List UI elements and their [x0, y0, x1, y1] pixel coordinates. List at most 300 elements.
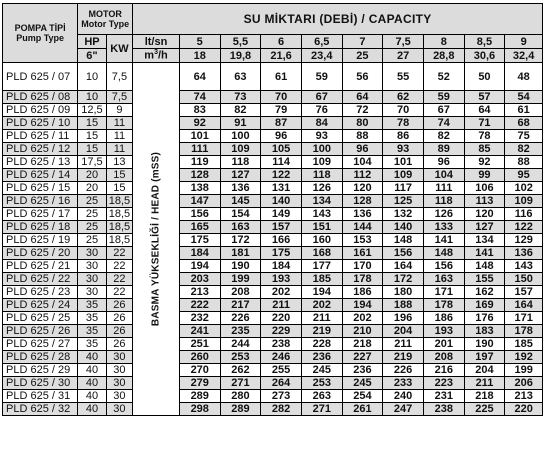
- head-value-cell: 140: [383, 221, 424, 234]
- head-value-cell: 164: [505, 299, 543, 312]
- m3h-value: 32,4: [505, 49, 543, 63]
- head-value-cell: 196: [383, 312, 424, 325]
- head-value-cell: 270: [179, 364, 220, 377]
- head-value-cell: 241: [179, 325, 220, 338]
- table-row: [3, 286, 543, 299]
- head-value-cell: 184: [179, 247, 220, 260]
- head-value-cell: 93: [383, 143, 424, 156]
- head-value-cell: 112: [342, 169, 383, 182]
- head-value-cell: 126: [301, 182, 342, 195]
- head-value-cell: 88: [505, 156, 543, 169]
- head-value-cell: 155: [464, 273, 505, 286]
- table-row: [3, 364, 543, 377]
- head-value-cell: 165: [179, 221, 220, 234]
- head-value-cell: 71: [464, 117, 505, 130]
- head-value-cell: 180: [383, 286, 424, 299]
- table-row: [3, 351, 543, 364]
- kw-cell: 22: [106, 286, 132, 299]
- motor-header: [78, 4, 133, 35]
- head-value-cell: 126: [423, 208, 464, 221]
- pump-type-cell: PLD 625 / 12: [3, 143, 78, 156]
- hp-cell: 40: [78, 351, 106, 364]
- head-value-cell: 245: [342, 377, 383, 390]
- pump-type-cell: PLD 625 / 08: [3, 91, 78, 104]
- head-value-cell: 157: [505, 286, 543, 299]
- head-value-cell: 144: [342, 221, 383, 234]
- hp-cell: 20: [78, 182, 106, 195]
- head-value-cell: 78: [383, 117, 424, 130]
- head-value-cell: 93: [301, 130, 342, 143]
- head-value-cell: 109: [505, 195, 543, 208]
- hp-cell: 12,5: [78, 104, 106, 117]
- head-value-cell: 162: [464, 286, 505, 299]
- head-value-cell: 178: [342, 273, 383, 286]
- head-value-cell: 175: [261, 247, 302, 260]
- pump-type-cell: PLD 625 / 11: [3, 130, 78, 143]
- head-value-cell: 204: [464, 364, 505, 377]
- head-value-cell: 170: [342, 260, 383, 273]
- head-value-cell: 136: [342, 208, 383, 221]
- table-row: [3, 325, 543, 338]
- pump-type-cell: PLD 625 / 19: [3, 234, 78, 247]
- head-value-cell: 186: [342, 286, 383, 299]
- head-value-cell: 148: [383, 234, 424, 247]
- head-value-cell: 190: [220, 260, 261, 273]
- head-value-cell: 136: [220, 182, 261, 195]
- pump-type-cell: PLD 625 / 14: [3, 169, 78, 182]
- hp-cell: 15: [78, 130, 106, 143]
- capacity-title: SU MİKTARI (DEBİ) / CAPACITY: [133, 4, 543, 35]
- head-value-cell: 178: [423, 299, 464, 312]
- hp-cell: 17,5: [78, 156, 106, 169]
- pump-type-cell: PLD 625 / 16: [3, 195, 78, 208]
- m3h-value: 27: [383, 49, 424, 63]
- head-value-cell: 194: [342, 299, 383, 312]
- table-row: [3, 182, 543, 195]
- head-value-cell: 118: [220, 156, 261, 169]
- head-value-cell: 104: [342, 156, 383, 169]
- head-value-cell: 92: [179, 117, 220, 130]
- head-value-cell: 96: [342, 143, 383, 156]
- head-value-cell: 172: [220, 234, 261, 247]
- head-value-cell: 88: [342, 130, 383, 143]
- hp-cell: 35: [78, 312, 106, 325]
- table-row: [3, 169, 543, 182]
- hp-cell: 30: [78, 260, 106, 273]
- head-value-cell: 208: [220, 286, 261, 299]
- head-value-cell: 91: [220, 117, 261, 130]
- head-value-cell: 172: [383, 273, 424, 286]
- head-value-cell: 102: [505, 182, 543, 195]
- head-value-cell: 113: [464, 195, 505, 208]
- head-value-cell: 271: [301, 403, 342, 416]
- head-value-cell: 203: [179, 273, 220, 286]
- pump-type-label-tr: POMPA TİPİ: [14, 23, 66, 33]
- head-value-cell: 147: [179, 195, 220, 208]
- head-value-cell: 217: [220, 299, 261, 312]
- pump-type-cell: PLD 625 / 27: [3, 338, 78, 351]
- kw-cell: 18,5: [106, 234, 132, 247]
- head-value-cell: 99: [464, 169, 505, 182]
- hp-cell: 35: [78, 299, 106, 312]
- pump-type-cell: PLD 625 / 23: [3, 286, 78, 299]
- head-value-cell: 171: [423, 286, 464, 299]
- head-value-cell: 251: [179, 338, 220, 351]
- table-row: [3, 247, 543, 260]
- table-row: [3, 104, 543, 117]
- pump-type-cell: PLD 625 / 17: [3, 208, 78, 221]
- head-value-cell: 260: [179, 351, 220, 364]
- table-row: [3, 143, 543, 156]
- table-row: [3, 234, 543, 247]
- head-value-cell: 59: [301, 63, 342, 91]
- pump-type-header: [3, 4, 78, 63]
- head-value-cell: 169: [464, 299, 505, 312]
- head-value-cell: 185: [505, 338, 543, 351]
- lts-value: 7: [342, 35, 383, 49]
- head-value-cell: 202: [301, 299, 342, 312]
- hp-cell: 30: [78, 247, 106, 260]
- head-value-cell: 118: [423, 195, 464, 208]
- hp-cell: 10: [78, 91, 106, 104]
- head-value-cell: 122: [505, 221, 543, 234]
- head-value-cell: 204: [383, 325, 424, 338]
- hp-cell: 30: [78, 286, 106, 299]
- table-row: [3, 299, 543, 312]
- head-value-cell: 133: [423, 221, 464, 234]
- head-value-cell: 105: [261, 143, 302, 156]
- head-value-cell: 120: [342, 182, 383, 195]
- head-value-cell: 226: [383, 364, 424, 377]
- pump-type-cell: PLD 625 / 24: [3, 299, 78, 312]
- pump-type-cell: PLD 625 / 13: [3, 156, 78, 169]
- head-value-cell: 164: [383, 260, 424, 273]
- head-value-cell: 95: [505, 169, 543, 182]
- performance-table-container: [2, 3, 543, 416]
- head-value-cell: 279: [179, 377, 220, 390]
- head-value-cell: 48: [505, 63, 543, 91]
- head-value-cell: 101: [179, 130, 220, 143]
- head-value-cell: 145: [220, 195, 261, 208]
- table-row: [3, 117, 543, 130]
- head-value-cell: 76: [301, 104, 342, 117]
- head-value-cell: 109: [301, 156, 342, 169]
- head-value-cell: 289: [220, 403, 261, 416]
- head-value-cell: 282: [261, 403, 302, 416]
- head-value-cell: 106: [464, 182, 505, 195]
- head-value-cell: 199: [220, 273, 261, 286]
- head-value-cell: 74: [423, 117, 464, 130]
- head-value-cell: 201: [423, 338, 464, 351]
- m3h-unit-sup: 3: [154, 49, 158, 57]
- head-value-cell: 240: [383, 390, 424, 403]
- head-value-cell: 264: [261, 377, 302, 390]
- head-value-cell: 168: [301, 247, 342, 260]
- head-value-cell: 74: [179, 91, 220, 104]
- head-value-cell: 111: [179, 143, 220, 156]
- head-value-cell: 176: [464, 312, 505, 325]
- head-value-cell: 128: [179, 169, 220, 182]
- head-value-cell: 262: [220, 364, 261, 377]
- pump-type-cell: PLD 625 / 29: [3, 364, 78, 377]
- m3h-value: 21,6: [261, 49, 302, 63]
- head-value-cell: 50: [464, 63, 505, 91]
- head-value-cell: 129: [505, 234, 543, 247]
- kw-cell: 26: [106, 338, 132, 351]
- head-value-cell: 193: [261, 273, 302, 286]
- hp-cell: 25: [78, 234, 106, 247]
- head-value-cell: 73: [220, 91, 261, 104]
- head-value-cell: 68: [505, 117, 543, 130]
- head-value-cell: 211: [301, 312, 342, 325]
- head-value-cell: 92: [464, 156, 505, 169]
- table-row: [3, 221, 543, 234]
- head-value-cell: 136: [505, 247, 543, 260]
- head-value-cell: 177: [301, 260, 342, 273]
- kw-cell: 26: [106, 325, 132, 338]
- pump-type-cell: PLD 625 / 21: [3, 260, 78, 273]
- hp-cell: 25: [78, 221, 106, 234]
- head-value-cell: 134: [301, 195, 342, 208]
- head-value-cell: 127: [464, 221, 505, 234]
- head-value-cell: 178: [505, 325, 543, 338]
- head-value-cell: 61: [261, 63, 302, 91]
- hp-cell: 40: [78, 390, 106, 403]
- head-value-cell: 138: [179, 182, 220, 195]
- head-value-cell: 118: [301, 169, 342, 182]
- head-value-cell: 101: [383, 156, 424, 169]
- kw-cell: 30: [106, 377, 132, 390]
- head-value-cell: 125: [383, 195, 424, 208]
- head-value-cell: 82: [220, 104, 261, 117]
- head-value-cell: 67: [301, 91, 342, 104]
- head-value-cell: 244: [220, 338, 261, 351]
- pump-type-cell: PLD 625 / 22: [3, 273, 78, 286]
- pump-type-cell: PLD 625 / 28: [3, 351, 78, 364]
- head-value-cell: 202: [342, 312, 383, 325]
- pump-type-cell: PLD 625 / 31: [3, 390, 78, 403]
- head-value-cell: 63: [220, 63, 261, 91]
- head-value-cell: 199: [505, 364, 543, 377]
- head-value-cell: 271: [220, 377, 261, 390]
- head-value-cell: 109: [383, 169, 424, 182]
- head-value-cell: 156: [179, 208, 220, 221]
- pump-type-cell: PLD 625 / 10: [3, 117, 78, 130]
- table-row: [3, 156, 543, 169]
- head-value-cell: 235: [220, 325, 261, 338]
- head-value-cell: 143: [301, 208, 342, 221]
- head-value-cell: 62: [383, 91, 424, 104]
- head-value-cell: 213: [179, 286, 220, 299]
- table-row: [3, 338, 543, 351]
- head-value-cell: 183: [464, 325, 505, 338]
- hp-cell: 40: [78, 403, 106, 416]
- head-value-cell: 238: [423, 403, 464, 416]
- hp-cell: 40: [78, 364, 106, 377]
- head-value-cell: 70: [261, 91, 302, 104]
- kw-header: KW: [106, 35, 132, 63]
- pump-type-cell: PLD 625 / 18: [3, 221, 78, 234]
- table-row: [3, 390, 543, 403]
- head-value-cell: 254: [342, 390, 383, 403]
- head-value-cell: 273: [261, 390, 302, 403]
- kw-cell: 7,5: [106, 91, 132, 104]
- head-value-cell: 175: [179, 234, 220, 247]
- motor-label-en: Motor Type: [81, 19, 130, 29]
- head-axis-label-cell: [133, 63, 180, 416]
- head-value-cell: 236: [301, 351, 342, 364]
- motor-label-tr: MOTOR: [88, 9, 122, 19]
- head-value-cell: 190: [464, 338, 505, 351]
- hp-cell: 25: [78, 208, 106, 221]
- hp-cell: 15: [78, 117, 106, 130]
- m3h-unit-base: m: [144, 49, 155, 62]
- head-value-cell: 59: [423, 91, 464, 104]
- head-value-cell: 143: [505, 260, 543, 273]
- table-row: [3, 403, 543, 416]
- hp-cell: 35: [78, 325, 106, 338]
- kw-cell: 30: [106, 403, 132, 416]
- pump-type-cell: PLD 625 / 07: [3, 63, 78, 91]
- kw-cell: 22: [106, 273, 132, 286]
- head-value-cell: 181: [220, 247, 261, 260]
- head-value-cell: 184: [261, 260, 302, 273]
- m3h-value: 30,6: [464, 49, 505, 63]
- head-value-cell: 233: [383, 377, 424, 390]
- head-value-cell: 116: [505, 208, 543, 221]
- kw-cell: 22: [106, 260, 132, 273]
- table-row: [3, 260, 543, 273]
- kw-cell: 13: [106, 156, 132, 169]
- kw-cell: 15: [106, 169, 132, 182]
- head-value-cell: 219: [301, 325, 342, 338]
- head-value-cell: 160: [301, 234, 342, 247]
- head-value-cell: 104: [423, 169, 464, 182]
- head-value-cell: 148: [464, 260, 505, 273]
- head-value-cell: 218: [464, 390, 505, 403]
- head-value-cell: 131: [261, 182, 302, 195]
- head-value-cell: 194: [301, 286, 342, 299]
- head-value-cell: 100: [301, 143, 342, 156]
- head-value-cell: 229: [261, 325, 302, 338]
- kw-cell: 30: [106, 351, 132, 364]
- kw-cell: 30: [106, 364, 132, 377]
- head-value-cell: 194: [179, 260, 220, 273]
- head-value-cell: 117: [383, 182, 424, 195]
- head-value-cell: 223: [423, 377, 464, 390]
- head-value-cell: 100: [220, 130, 261, 143]
- kw-cell: 22: [106, 247, 132, 260]
- head-value-cell: 157: [261, 221, 302, 234]
- head-value-cell: 247: [383, 403, 424, 416]
- head-value-cell: 70: [383, 104, 424, 117]
- head-value-cell: 219: [383, 351, 424, 364]
- kw-cell: 11: [106, 130, 132, 143]
- kw-cell: 18,5: [106, 208, 132, 221]
- head-value-cell: 156: [423, 260, 464, 273]
- head-value-cell: 220: [505, 403, 543, 416]
- head-value-cell: 148: [423, 247, 464, 260]
- head-value-cell: 57: [464, 91, 505, 104]
- lts-value: 7,5: [383, 35, 424, 49]
- head-value-cell: 211: [261, 299, 302, 312]
- m3h-value: 19,8: [220, 49, 261, 63]
- head-value-cell: 222: [179, 299, 220, 312]
- head-value-cell: 83: [179, 104, 220, 117]
- hp-cell: 20: [78, 169, 106, 182]
- kw-cell: 18,5: [106, 221, 132, 234]
- hp-cell: 35: [78, 338, 106, 351]
- m3h-unit-tail: /h: [157, 49, 168, 62]
- head-value-cell: 236: [342, 364, 383, 377]
- head-value-cell: 261: [342, 403, 383, 416]
- head-value-cell: 298: [179, 403, 220, 416]
- head-value-cell: 211: [383, 338, 424, 351]
- pump-type-label-en: Pump Type: [16, 33, 65, 43]
- head-value-cell: 255: [261, 364, 302, 377]
- head-value-cell: 232: [179, 312, 220, 325]
- head-value-cell: 87: [261, 117, 302, 130]
- head-value-cell: 119: [179, 156, 220, 169]
- head-value-cell: 166: [261, 234, 302, 247]
- head-value-cell: 228: [301, 338, 342, 351]
- head-value-cell: 208: [423, 351, 464, 364]
- lts-value: 8: [423, 35, 464, 49]
- table-body: [3, 63, 543, 416]
- m3h-value: 18: [179, 49, 220, 63]
- head-value-cell: 245: [301, 364, 342, 377]
- head-value-cell: 55: [383, 63, 424, 91]
- head-value-cell: 132: [383, 208, 424, 221]
- pump-type-cell: PLD 625 / 30: [3, 377, 78, 390]
- head-value-cell: 85: [464, 143, 505, 156]
- table-row: [3, 208, 543, 221]
- head-value-cell: 213: [505, 390, 543, 403]
- lts-value: 6: [261, 35, 302, 49]
- head-value-cell: 80: [342, 117, 383, 130]
- hp-cell: 40: [78, 377, 106, 390]
- pump-performance-table: [2, 3, 543, 416]
- table-row: [3, 130, 543, 143]
- hp-cell: 30: [78, 273, 106, 286]
- head-value-cell: 84: [301, 117, 342, 130]
- table-row: [3, 195, 543, 208]
- head-value-cell: 134: [464, 234, 505, 247]
- head-value-cell: 82: [423, 130, 464, 143]
- head-value-cell: 227: [342, 351, 383, 364]
- table-row: [3, 91, 543, 104]
- head-value-cell: 246: [261, 351, 302, 364]
- head-value-cell: 206: [505, 377, 543, 390]
- head-value-cell: 67: [423, 104, 464, 117]
- head-value-cell: 141: [423, 234, 464, 247]
- head-value-cell: 64: [464, 104, 505, 117]
- head-value-cell: 289: [179, 390, 220, 403]
- table-row: [3, 312, 543, 325]
- head-value-cell: 163: [220, 221, 261, 234]
- head-value-cell: 82: [505, 143, 543, 156]
- m3h-value: 28,8: [423, 49, 464, 63]
- head-value-cell: 171: [505, 312, 543, 325]
- head-value-cell: 253: [301, 377, 342, 390]
- head-value-cell: 216: [423, 364, 464, 377]
- head-value-cell: 211: [464, 377, 505, 390]
- head-value-cell: 280: [220, 390, 261, 403]
- kw-cell: 11: [106, 143, 132, 156]
- head-axis-label: BASMA YÜKSEKLİĞİ / HEAD (mSS): [150, 151, 162, 327]
- head-value-cell: 154: [220, 208, 261, 221]
- head-value-cell: 120: [464, 208, 505, 221]
